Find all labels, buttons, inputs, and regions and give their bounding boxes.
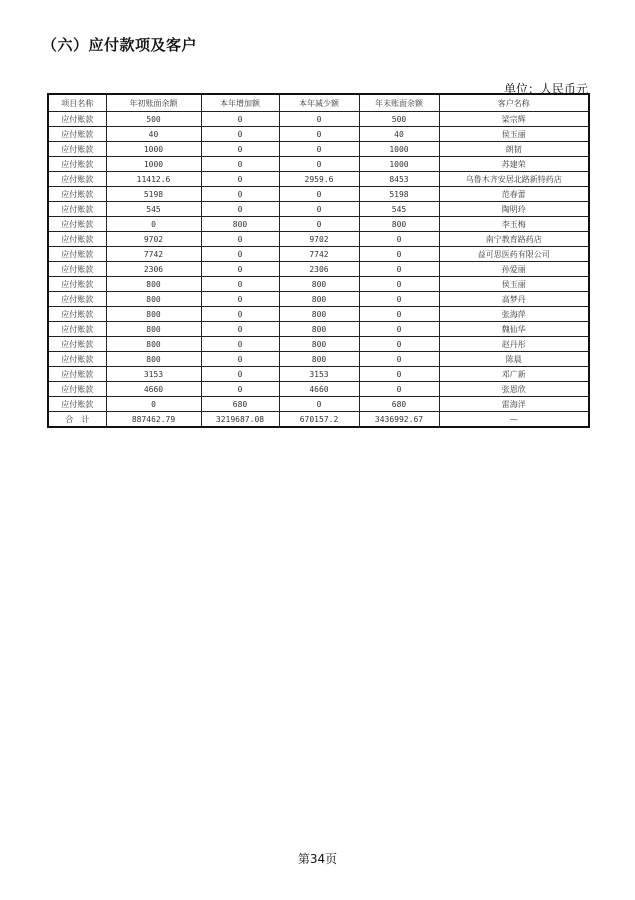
increase-cell: 0 (201, 337, 279, 352)
customer-name-cell: 苏建荣 (439, 157, 589, 172)
closing-balance-cell: 1000 (359, 142, 439, 157)
increase-cell: 680 (201, 397, 279, 412)
header-decrease: 本年减少额 (279, 94, 359, 112)
increase-cell: 0 (201, 247, 279, 262)
table-row (48, 352, 589, 367)
closing-balance-cell: 0 (359, 307, 439, 322)
customer-name-cell: 张海萍 (439, 307, 589, 322)
opening-balance-cell: 5198 (106, 187, 201, 202)
closing-balance-cell: 0 (359, 337, 439, 352)
opening-balance-cell: 800 (106, 352, 201, 367)
decrease-cell: 800 (279, 307, 359, 322)
item-name-cell: 应付账款 (48, 232, 106, 247)
increase-cell: 0 (201, 142, 279, 157)
increase-cell: 0 (201, 232, 279, 247)
table-row (48, 157, 589, 172)
header-item-name: 项目名称 (48, 94, 106, 112)
closing-balance-cell: 0 (359, 247, 439, 262)
table-row (48, 247, 589, 262)
increase-cell: 0 (201, 157, 279, 172)
header-customer-name: 客户名称 (439, 94, 589, 112)
opening-balance-cell: 1000 (106, 142, 201, 157)
closing-balance-cell: 0 (359, 262, 439, 277)
increase-cell: 0 (201, 127, 279, 142)
closing-balance-cell: 0 (359, 352, 439, 367)
customer-name-cell: 陈晨 (439, 352, 589, 367)
item-name-cell: 应付账款 (48, 322, 106, 337)
decrease-cell: 0 (279, 142, 359, 157)
item-name-cell: 应付账款 (48, 112, 106, 127)
table-row (48, 337, 589, 352)
table-row (48, 382, 589, 397)
table-row (48, 127, 589, 142)
item-name-cell: 应付账款 (48, 367, 106, 382)
section-title: （六）应付款项及客户 (42, 36, 198, 54)
table-row (48, 397, 589, 412)
customer-name-cell: 赵丹彤 (439, 337, 589, 352)
opening-balance-cell: 800 (106, 277, 201, 292)
closing-balance-cell: 0 (359, 277, 439, 292)
item-name-cell: 应付账款 (48, 142, 106, 157)
table-row (48, 112, 589, 127)
item-name-cell: 应付账款 (48, 337, 106, 352)
opening-balance-cell: 800 (106, 322, 201, 337)
opening-balance-cell: 3153 (106, 367, 201, 382)
item-name-cell: 应付账款 (48, 187, 106, 202)
closing-balance-cell: 0 (359, 382, 439, 397)
decrease-cell: 800 (279, 277, 359, 292)
decrease-cell: 7742 (279, 247, 359, 262)
customer-name-cell: 张恩欣 (439, 382, 589, 397)
customer-name-cell: 乌鲁木齐安居北路新特药店 (439, 172, 589, 187)
increase-cell: 0 (201, 262, 279, 277)
customer-name-cell: — (439, 412, 589, 428)
opening-balance-cell: 2306 (106, 262, 201, 277)
opening-balance-cell: 11412.6 (106, 172, 201, 187)
decrease-cell: 0 (279, 397, 359, 412)
opening-balance-cell: 1000 (106, 157, 201, 172)
increase-cell: 3219687.08 (201, 412, 279, 428)
item-name-cell: 应付账款 (48, 172, 106, 187)
opening-balance-cell: 887462.79 (106, 412, 201, 428)
table-row (48, 262, 589, 277)
customer-name-cell: 侯玉丽 (439, 127, 589, 142)
item-name-cell: 应付账款 (48, 127, 106, 142)
closing-balance-cell: 1000 (359, 157, 439, 172)
customer-name-cell: 朗韧 (439, 142, 589, 157)
table-row (48, 187, 589, 202)
opening-balance-cell: 0 (106, 397, 201, 412)
decrease-cell: 0 (279, 127, 359, 142)
table-header-row (48, 94, 589, 112)
opening-balance-cell: 800 (106, 307, 201, 322)
table-row (48, 232, 589, 247)
decrease-cell: 0 (279, 187, 359, 202)
increase-cell: 0 (201, 277, 279, 292)
table-body (48, 112, 589, 428)
opening-balance-cell: 545 (106, 202, 201, 217)
closing-balance-cell: 545 (359, 202, 439, 217)
item-name-cell: 应付账款 (48, 157, 106, 172)
item-name-cell: 应付账款 (48, 352, 106, 367)
increase-cell: 800 (201, 217, 279, 232)
decrease-cell: 4660 (279, 382, 359, 397)
closing-balance-cell: 5198 (359, 187, 439, 202)
total-row (48, 412, 589, 428)
item-name-cell: 应付账款 (48, 217, 106, 232)
opening-balance-cell: 9702 (106, 232, 201, 247)
decrease-cell: 800 (279, 352, 359, 367)
decrease-cell: 0 (279, 112, 359, 127)
increase-cell: 0 (201, 292, 279, 307)
closing-balance-cell: 0 (359, 322, 439, 337)
opening-balance-cell: 800 (106, 292, 201, 307)
payables-table (47, 93, 590, 428)
decrease-cell: 800 (279, 322, 359, 337)
decrease-cell: 0 (279, 217, 359, 232)
increase-cell: 0 (201, 322, 279, 337)
customer-name-cell: 陶明玲 (439, 202, 589, 217)
table-row (48, 367, 589, 382)
closing-balance-cell: 0 (359, 292, 439, 307)
item-name-cell: 应付账款 (48, 292, 106, 307)
item-name-cell: 应付账款 (48, 202, 106, 217)
decrease-cell: 0 (279, 157, 359, 172)
opening-balance-cell: 0 (106, 217, 201, 232)
increase-cell: 0 (201, 187, 279, 202)
item-name-cell: 合 计 (48, 412, 106, 428)
customer-name-cell: 魏仙华 (439, 322, 589, 337)
opening-balance-cell: 40 (106, 127, 201, 142)
increase-cell: 0 (201, 172, 279, 187)
increase-cell: 0 (201, 202, 279, 217)
customer-name-cell: 邓广新 (439, 367, 589, 382)
table-row (48, 307, 589, 322)
table-row (48, 172, 589, 187)
table-row (48, 217, 589, 232)
table-row (48, 277, 589, 292)
closing-balance-cell: 0 (359, 367, 439, 382)
increase-cell: 0 (201, 307, 279, 322)
table-row (48, 292, 589, 307)
increase-cell: 0 (201, 352, 279, 367)
closing-balance-cell: 500 (359, 112, 439, 127)
customer-name-cell: 范春蕾 (439, 187, 589, 202)
customer-name-cell: 益可思医药有限公司 (439, 247, 589, 262)
table-row (48, 322, 589, 337)
decrease-cell: 800 (279, 337, 359, 352)
customer-name-cell: 高梦丹 (439, 292, 589, 307)
decrease-cell: 2959.6 (279, 172, 359, 187)
item-name-cell: 应付账款 (48, 277, 106, 292)
closing-balance-cell: 0 (359, 232, 439, 247)
table-row (48, 142, 589, 157)
customer-name-cell: 孙爱丽 (439, 262, 589, 277)
header-increase: 本年增加额 (201, 94, 279, 112)
increase-cell: 0 (201, 112, 279, 127)
table-row (48, 202, 589, 217)
increase-cell: 0 (201, 382, 279, 397)
increase-cell: 0 (201, 367, 279, 382)
closing-balance-cell: 8453 (359, 172, 439, 187)
closing-balance-cell: 3436992.67 (359, 412, 439, 428)
item-name-cell: 应付账款 (48, 247, 106, 262)
closing-balance-cell: 800 (359, 217, 439, 232)
item-name-cell: 应付账款 (48, 382, 106, 397)
item-name-cell: 应付账款 (48, 262, 106, 277)
opening-balance-cell: 7742 (106, 247, 201, 262)
header-closing-balance: 年末账面余额 (359, 94, 439, 112)
customer-name-cell: 梁宗辉 (439, 112, 589, 127)
page-number: 第34页 (297, 852, 338, 866)
decrease-cell: 3153 (279, 367, 359, 382)
header-opening-balance: 年初账面余额 (106, 94, 201, 112)
decrease-cell: 670157.2 (279, 412, 359, 428)
decrease-cell: 9702 (279, 232, 359, 247)
currency-unit-label: 单位：人民币元 (503, 82, 588, 96)
opening-balance-cell: 4660 (106, 382, 201, 397)
customer-name-cell: 李玉梅 (439, 217, 589, 232)
item-name-cell: 应付账款 (48, 397, 106, 412)
customer-name-cell: 雷海洋 (439, 397, 589, 412)
closing-balance-cell: 680 (359, 397, 439, 412)
decrease-cell: 800 (279, 292, 359, 307)
customer-name-cell: 南宁教育路药店 (439, 232, 589, 247)
customer-name-cell: 侯玉丽 (439, 277, 589, 292)
closing-balance-cell: 40 (359, 127, 439, 142)
opening-balance-cell: 800 (106, 337, 201, 352)
decrease-cell: 2306 (279, 262, 359, 277)
item-name-cell: 应付账款 (48, 307, 106, 322)
decrease-cell: 0 (279, 202, 359, 217)
opening-balance-cell: 500 (106, 112, 201, 127)
